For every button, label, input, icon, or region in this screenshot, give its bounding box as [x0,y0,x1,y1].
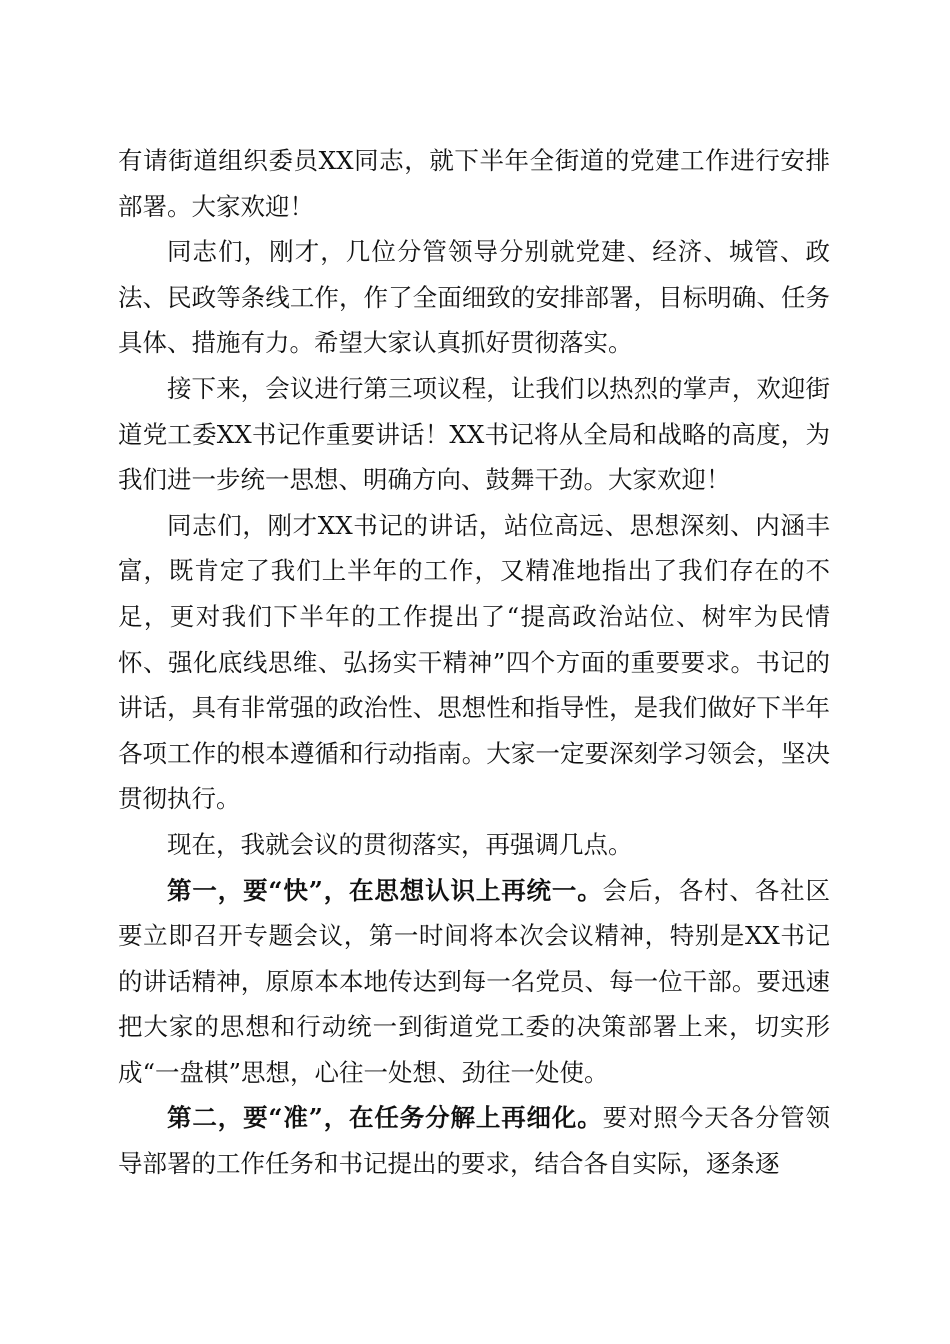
paragraph-text: 接下来，会议进行第三项议程，让我们以热烈的掌声，欢迎街道党工委XX书记作重要讲话！XX书记将从全局和战略的高度，为我们进一步统一思想、明确方向、鼓舞干劲。大家欢迎！ [118,373,830,495]
paragraph-text: 会后，各村、各社区要立即召开专题会议，第一时间将本次会议精神，特别是XX书记的讲话精神，原原本本地传达到每一名党员、每一位干部。要迅速把大家的思想和行动统一到街道党工委的决策部署上来，切实形成“一盘棋”思想，心往一处想、劲往一处使。 [118,875,831,1087]
paragraph-text: 同志们，刚才，几位分管领导分别就党建、经济、城管、政法、民政等条线工作，作了全面细致的安排部署，目标明确、任务具体、措施有力。希望大家认真抓好贯彻落实。 [118,237,830,358]
paragraph-point-two [118,1095,830,1186]
paragraph-text: 同志们，刚才XX书记的讲话，站位高远、思想深刻、内涵丰富，既肯定了我们上半年的工作，又精准地指出了我们存在的不足，更对我们下半年的工作提出了“提高政治站位、树牢为民情怀、强化底线思维、弘扬实干精神”四个方面的重要要求。书记的讲话，具有非常强的政治性、思想性和指导性，是我们做好下半年各项工作的根本遵循和行动指南。大家一定要深刻学习领会，坚决贯彻执行。 [118,510,830,814]
paragraph [118,366,830,503]
point-heading: 第一，要“快”，在思想认识上再统一。 [167,875,603,905]
paragraph [118,229,830,366]
document-page [118,138,830,1187]
paragraph-text: 现在，我就会议的贯彻落实，再强调几点。 [167,829,633,859]
paragraph [118,822,830,868]
paragraph-point-one [118,868,830,1096]
paragraph [118,503,830,822]
paragraph-continuation [118,138,830,229]
paragraph-text: 有请街道组织委员XX同志，就下半年全街道的党建工作进行安排部署。大家欢迎！ [118,146,830,221]
paragraph-text: 要对照今天各分管领导部署的工作任务和书记提出的要求，结合各自实际，逐条逐 [118,1103,831,1179]
point-heading: 第二，要“准”，在任务分解上再细化。 [167,1103,603,1133]
